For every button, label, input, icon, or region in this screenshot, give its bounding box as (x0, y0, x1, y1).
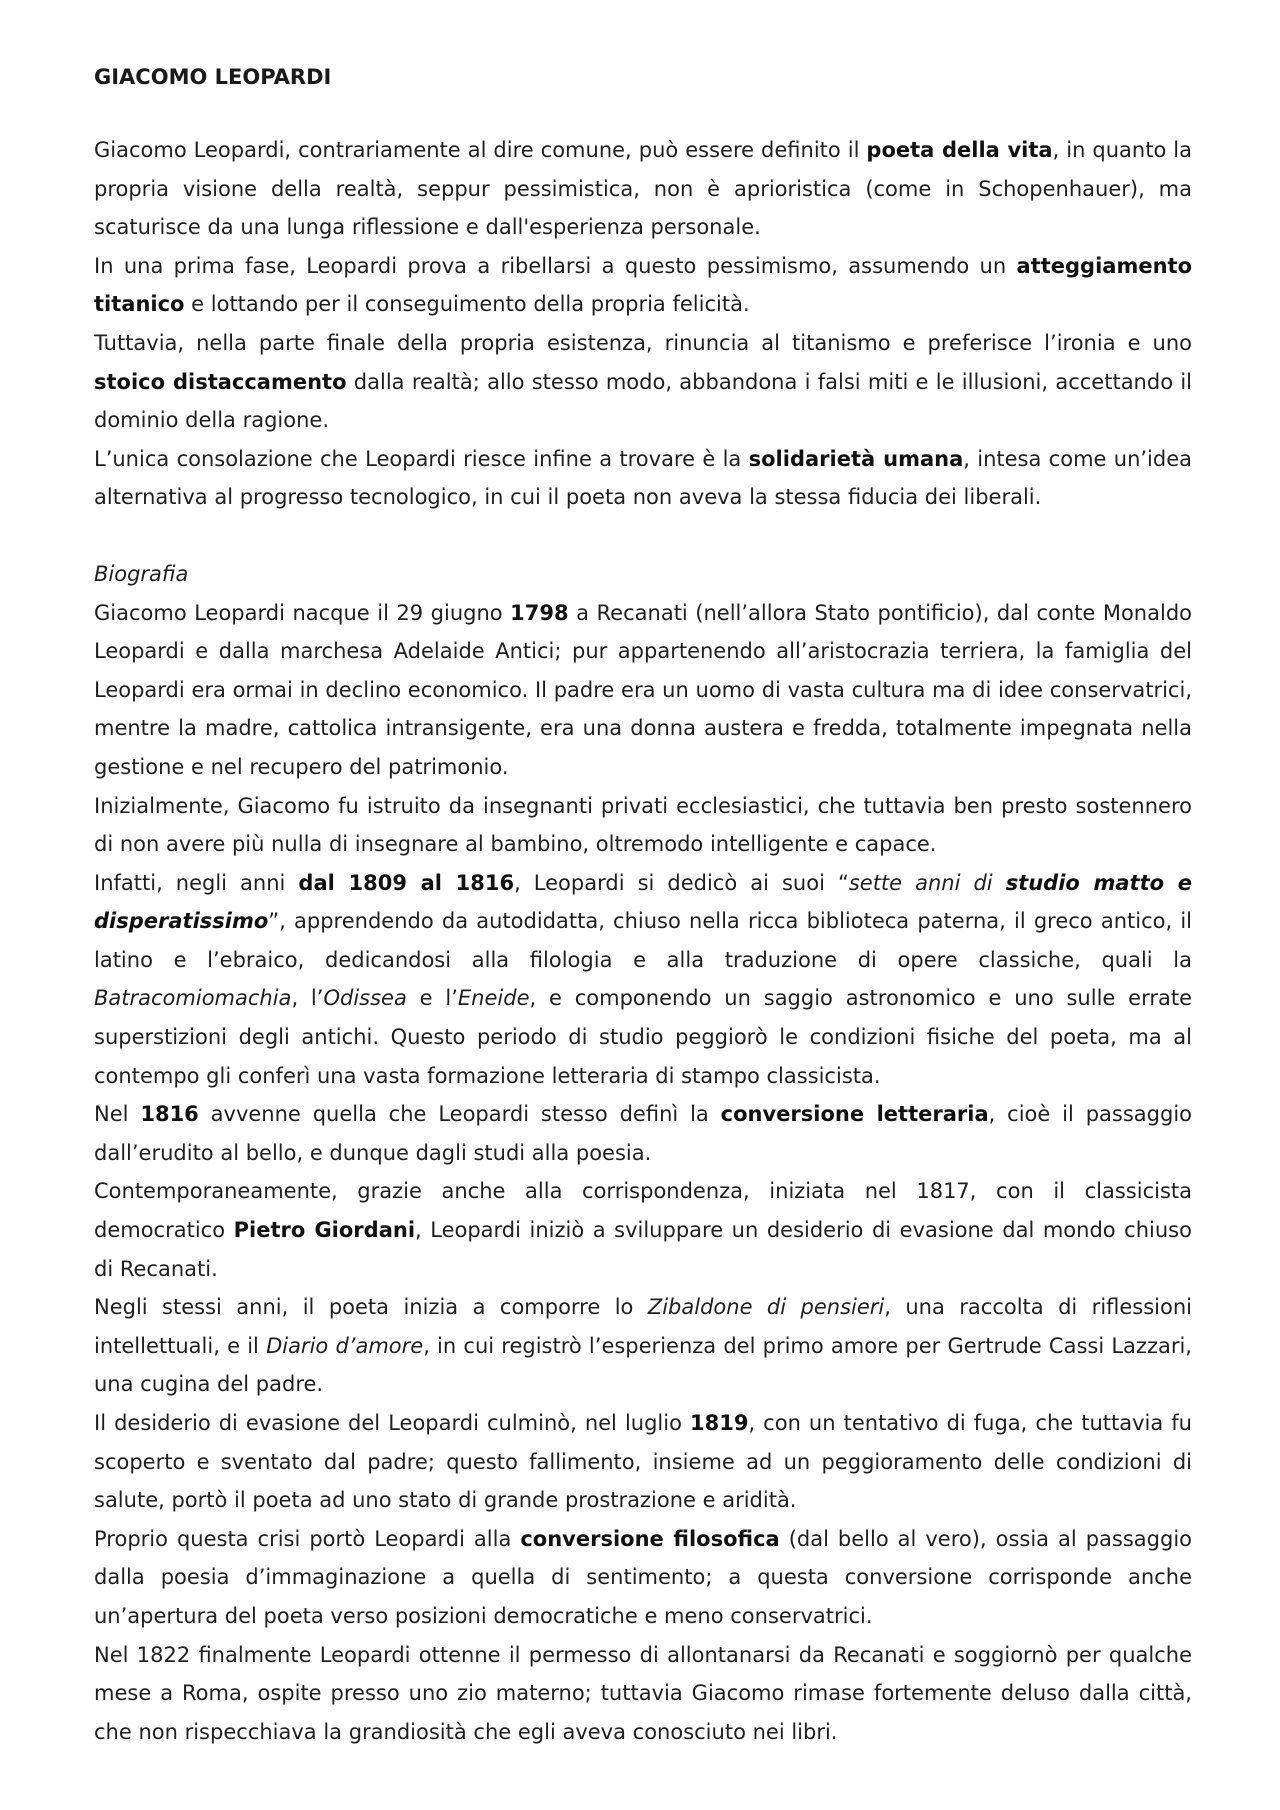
text-run: Inizialmente, Giacomo fu istruito da insegnanti privati ecclesiastici, che tuttavia ben presto sostennero di non avere più nulla di insegnare al bambino, oltremodo intelligente e capace. (94, 793, 1192, 857)
text-run: Giacomo Leopardi nacque il 29 giugno (94, 600, 511, 625)
bio-paragraph (94, 1288, 1192, 1404)
bio-paragraph (94, 594, 1192, 787)
emphasis-text: solidarietà umana (748, 446, 964, 471)
text-run: Il desiderio di evasione del Leopardi culminò, nel luglio (94, 1411, 690, 1435)
text-run: L’unica consolazione che Leopardi riesce infine a trovare è la (94, 446, 749, 471)
text-run: avvenne quella che Leopardi stesso definì la (198, 1102, 721, 1127)
emphasis-text: atteggiamento titanico (94, 253, 1192, 317)
text-run: Negli stessi anni, il poeta inizia a comporre lo (94, 1295, 648, 1320)
text-run: (dal bello al vero), ossia al passaggio dalla poesia d’immaginazione a quella di sentimento; a questa conversione corrisponde anche un’apertura del poeta verso posizioni democratiche e meno conservatrici. (94, 1526, 1193, 1628)
bio-paragraph (94, 787, 1192, 864)
emphasis-text: conversione letteraria (720, 1102, 989, 1127)
document-title: GIACOMO LEOPARDI (94, 65, 332, 89)
text-run: Proprio questa crisi portò Leopardi alla (94, 1526, 521, 1551)
text-run: Nel 1822 finalmente Leopardi ottenne il permesso di allontanarsi da Recanati e soggiornò per qualche mese a Roma, ospite presso uno zio materno; tuttavia Giacomo rimase fortemente deluso dalla città, che non rispecchiava la grandiosità che egli aveva conosciuto nei libri. (94, 1642, 1192, 1744)
emphasis-text: Eneide (457, 986, 530, 1011)
emphasis-text: dal 1809 al 1816 (298, 870, 515, 895)
text-run: , Leopardi si dedicò ai suoi “ (514, 870, 849, 895)
text-run: ”, apprendendo da autodidatta, chiuso nella ricca biblioteca paterna, il greco antico, il latino e l’ebraico, dedicandosi alla filologia e alla traduzione di opere classiche, quali la (94, 909, 1192, 972)
text-run: , intesa come un’idea alternativa al progresso tecnologico, in cui il poeta non aveva la stessa fiducia dei liberali. (94, 446, 1193, 510)
text-run: , Leopardi iniziò a sviluppare un desiderio di evasione dal mondo chiuso di Recanati. (94, 1218, 1192, 1281)
text-run: , con un tentativo di fuga, che tuttavia fu scoperto e sventato dal padre; questo fallimento, insieme ad un peggioramento delle condizioni di salute, portò il poeta ad uno stato di grande prostrazione e aridità. (94, 1411, 1192, 1513)
bio-paragraph (94, 1172, 1192, 1288)
emphasis-text: 1819 (690, 1411, 749, 1435)
text-run: a Recanati (nell’allora Stato pontificio), dal conte Monaldo Leopardi e dalla marchesa Adelaide Antici; pur appartenendo all’aristocrazia terriera, la famiglia del Leopardi era ormai in declino economico. Il padre era un uomo di vasta cultura ma di idee conservatrici, mentre la madre, cattolica intransigente, era una donna austera e fredda, totalmente impegnata nella gestione e nel recupero del patrimonio. (94, 600, 1192, 779)
intro-paragraph (94, 247, 1192, 324)
document-page (94, 62, 1192, 1751)
text-run: Infatti, negli anni (94, 870, 299, 895)
text-run: , in quanto la propria visione della realtà, seppur pessimistica, non è aprioristica (come in Schopenhauer), ma scaturisce da una lunga riflessione e dall'esperienza personale. (94, 138, 1192, 240)
text-run: , una raccolta di riflessioni intellettuali, e il (94, 1295, 1193, 1358)
emphasis-text: stoico distaccamento (94, 369, 347, 394)
emphasis-text: Diario d’amore (266, 1333, 424, 1358)
biografia-heading: Biografia (94, 561, 189, 586)
emphasis-text: conversione filosofica (520, 1526, 780, 1551)
text-run: Tuttavia, nella parte finale della propria esistenza, rinuncia al titanismo e preferisce l’ironia e uno (94, 330, 1192, 355)
bio-paragraph (94, 1095, 1192, 1172)
emphasis-text: Odissea (323, 986, 407, 1011)
text-run: e lottando per il conseguimento della propria felicità. (184, 292, 750, 317)
bio-paragraph (94, 1520, 1192, 1636)
emphasis-text: poeta della vita (866, 138, 1053, 162)
bio-paragraph (94, 1636, 1192, 1752)
text-run: In una prima fase, Leopardi prova a ribellarsi a questo pessimismo, assumendo un (94, 253, 1017, 278)
text-run: , cioè il passaggio dall’erudito al bello, e dunque dagli studi alla poesia. (94, 1102, 1193, 1165)
emphasis-text: Pietro Giordani (233, 1218, 416, 1243)
text-run: dalla realtà; allo stesso modo, abbandona i falsi miti e le illusioni, accettando il dominio della ragione. (94, 369, 1192, 433)
emphasis-text: sette anni di (848, 870, 1006, 895)
bio-paragraph (94, 864, 1192, 1096)
bio-paragraph (94, 1404, 1192, 1520)
text-run: , l’ (291, 986, 324, 1011)
emphasis-text: Batracomiomachia (94, 986, 292, 1011)
text-run: e l’ (406, 986, 458, 1011)
intro-section (94, 131, 1192, 517)
emphasis-text: studio matto e disperatissimo (94, 870, 1192, 934)
text-run: , in cui registrò l’esperienza del primo amore per Gertrude Cassi Lazzari, una cugina del padre. (94, 1333, 1192, 1397)
text-run: Giacomo Leopardi, contrariamente al dire comune, può essere definito il (94, 138, 867, 162)
biografia-section (94, 594, 1192, 1752)
intro-paragraph (94, 324, 1192, 440)
emphasis-text: 1798 (510, 600, 569, 625)
text-run: Nel (94, 1102, 141, 1127)
text-run: , e componendo un saggio astronomico e uno sulle errate superstizioni degli antichi. Questo periodo di studio peggiorò le condizioni fisiche del poeta, ma al contempo gli conferì una vasta formazione letteraria di stampo classicista. (94, 986, 1192, 1088)
intro-paragraph (94, 440, 1192, 517)
emphasis-text: Zibaldone di pensieri (647, 1295, 885, 1320)
intro-paragraph (94, 131, 1192, 247)
emphasis-text: 1816 (140, 1102, 199, 1127)
text-run: Contemporaneamente, grazie anche alla corrispondenza, iniziata nel 1817, con il classicista democratico (94, 1179, 1192, 1243)
